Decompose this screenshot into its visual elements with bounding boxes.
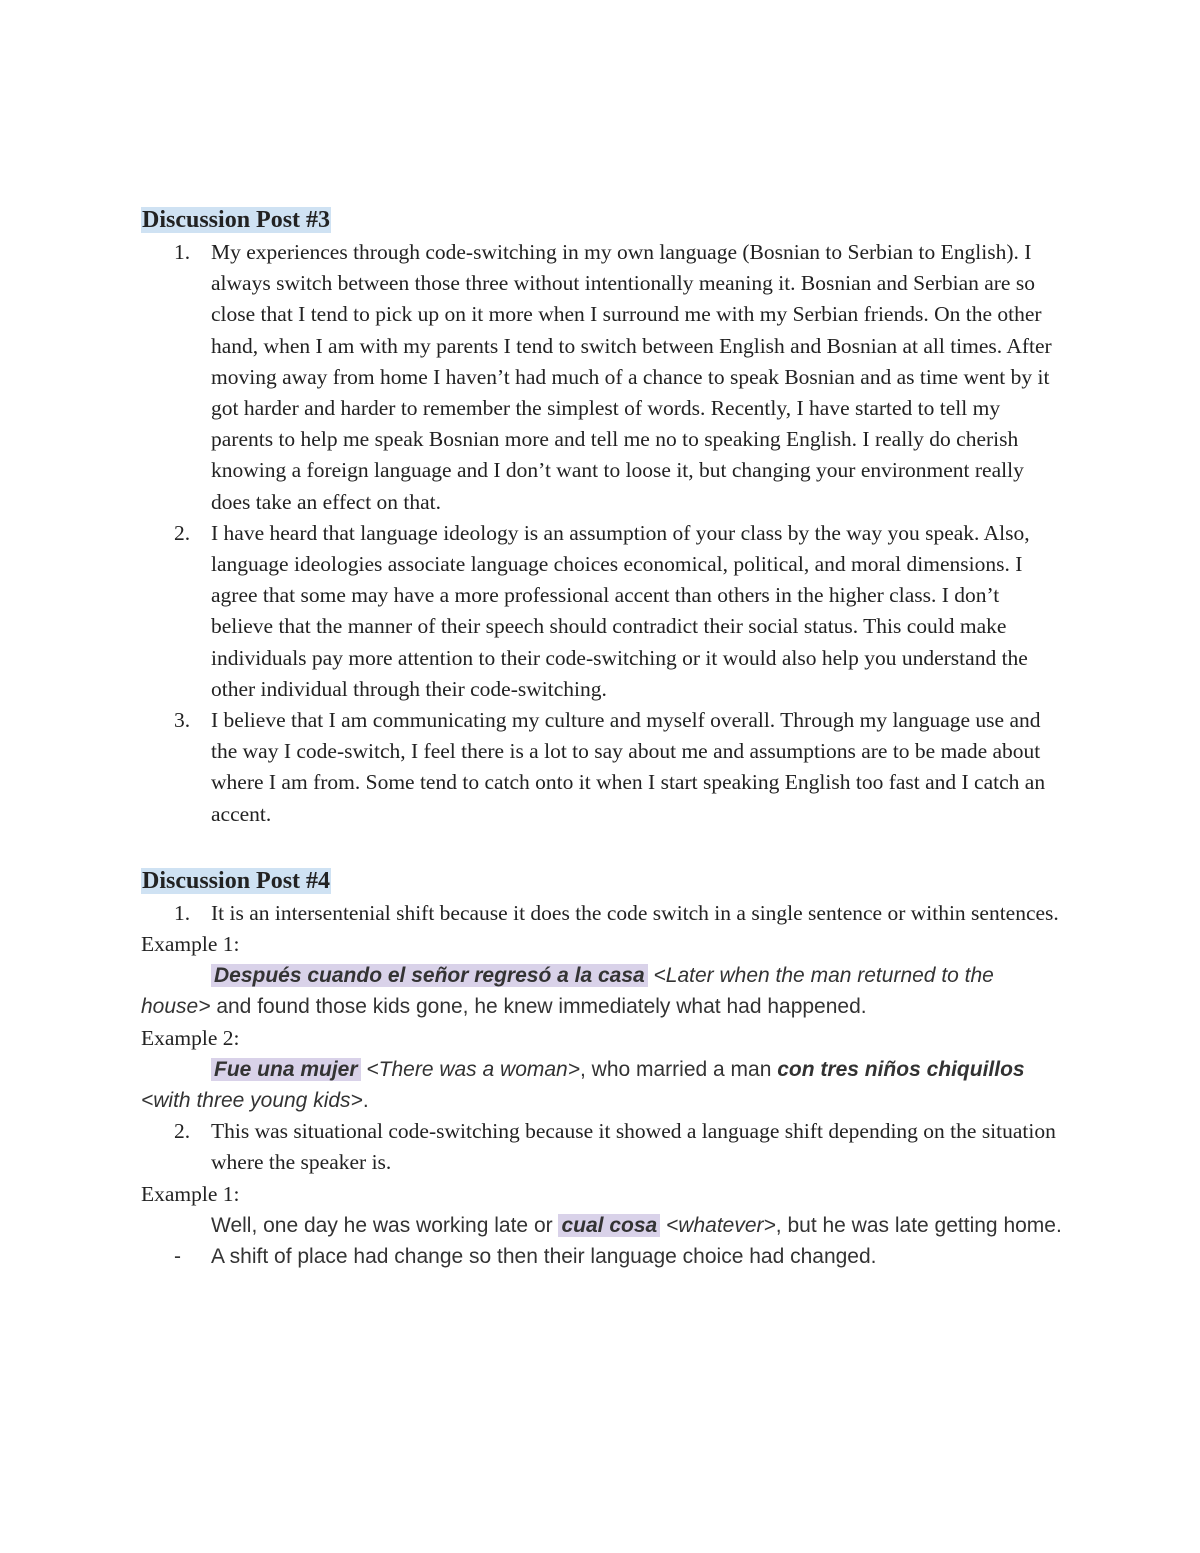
spanish-phrase: con tres niños chiquillos	[777, 1057, 1025, 1081]
dash-list-item	[141, 1241, 1066, 1272]
section-spacer	[141, 830, 1066, 864]
example-text: Well, one day he was working late or	[211, 1213, 559, 1237]
translation: <with three young kids>	[141, 1089, 363, 1113]
spanish-phrase: Fue una mujer	[211, 1058, 361, 1081]
example-2-body	[141, 1054, 1066, 1116]
example-text: .	[362, 1089, 369, 1113]
list-item	[141, 705, 1066, 830]
post3-list	[141, 237, 1066, 830]
discussion-post-4	[141, 864, 1066, 1272]
example-label: Example 1:	[141, 1181, 240, 1206]
example-text: , who married a man	[579, 1057, 778, 1081]
document-page	[141, 203, 1066, 1272]
post4-list-1	[141, 898, 1066, 929]
example-label: Example 1:	[141, 932, 240, 957]
example-text: and found those kids gone, he knew immediately what had happened.	[210, 995, 867, 1019]
post3-heading: Discussion Post #3	[142, 207, 331, 233]
example-label: Example 2:	[141, 1025, 240, 1050]
translation: <There was a woman>	[366, 1057, 580, 1081]
spanish-phrase: Después cuando el señor regresó a la casa	[211, 964, 648, 987]
list-text: A shift of place had change so then their language choice had changed.	[211, 1245, 877, 1269]
example-3-body	[141, 1210, 1066, 1241]
list-text: My experiences through code-switching in my own language (Bosnian to Serbian to English). I always switch between those three without intentionally meaning it. Bosnian and Serbian are so close that I tend to pick up on it more when I surround me with my Serbian friends. On the other hand, when I am with my parents I tend to switch between English and Bosnian at all times. After moving away from home I haven’t had much of a chance to speak Bosnian and as time went by it got harder and harder to remember the simplest of words. Recently, I have started to tell my parents to help me speak Bosnian more and tell me no to speaking English. I really do cherish knowing a foreign language and I don’t want to loose it, but changing your environment really does take an effect on that.	[211, 240, 1052, 514]
list-number: 3.	[174, 708, 191, 733]
list-number: 1.	[174, 240, 191, 264]
spanish-phrase: cual cosa	[558, 1214, 660, 1237]
dash-marker: -	[174, 1245, 181, 1269]
translation: <whatever>	[666, 1213, 776, 1237]
list-number: 2.	[174, 520, 191, 545]
list-text: It is an intersentenial shift because it does the code switch in a single sentence or within sentences.	[211, 900, 1059, 925]
list-text: This was situational code-switching because it showed a language shift depending on the situation where the speaker is.	[211, 1119, 1056, 1175]
list-item	[141, 518, 1066, 705]
list-number: 2.	[174, 1119, 191, 1144]
post4-heading: Discussion Post #4	[142, 867, 331, 894]
list-item	[141, 898, 1066, 929]
list-item	[141, 237, 1066, 518]
discussion-post-3	[141, 203, 1066, 830]
list-item	[141, 1116, 1066, 1178]
post4-list-2	[141, 1116, 1066, 1178]
list-number: 1.	[174, 900, 191, 925]
list-text: I believe that I am communicating my culture and myself overall. Through my language use and the way I code-switch, I feel there is a lot to say about me and assumptions are to be made about where I am from. Some tend to catch onto it when I start speaking English too fast and I catch an accent.	[211, 708, 1046, 826]
example-1-body	[141, 960, 1066, 1022]
example-text: , but he was late getting home.	[775, 1213, 1062, 1237]
list-text: I have heard that language ideology is an assumption of your class by the way you speak. Also, language ideologies associate language choices economical, political, and moral dimensions. I agree that some may have a more professional accent than others in the higher class. I don’t believe that the manner of their speech should contradict their social status. This could make individuals pay more attention to their code-switching or it would also help you understand the other individual through their code-switching.	[211, 520, 1030, 701]
translation: <Later when the man returned to the house>	[141, 964, 994, 1019]
